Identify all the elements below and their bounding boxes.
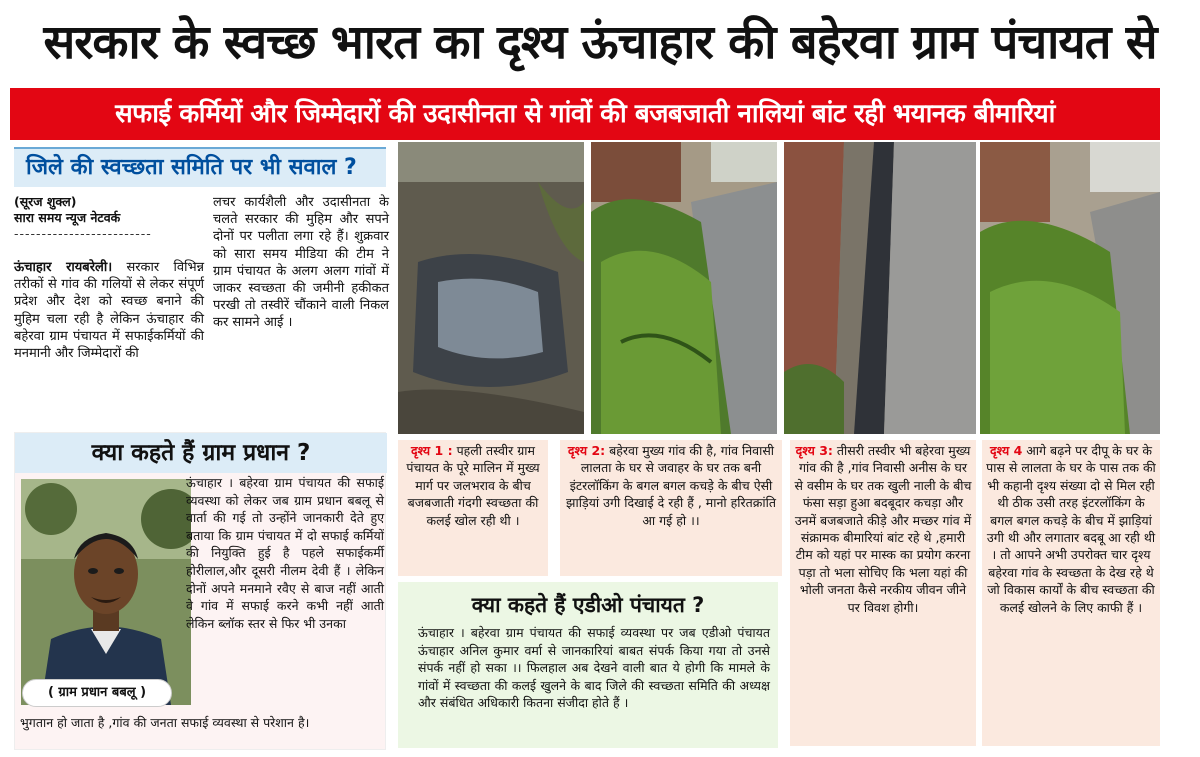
caption-scene-1	[398, 440, 548, 576]
byline-author: (सूरज शुक्ल)	[14, 194, 77, 209]
caption-label: दृश्य 3:	[795, 443, 833, 458]
story-column-1	[14, 259, 204, 362]
pradhan-text-continued: भुगतान हो जाता है ,गांव की जनता सफाई व्यवस्था से परेशान है।	[20, 715, 310, 730]
caption-scene-4	[982, 440, 1160, 746]
pradhan-text: ऊंचाहार । बहेरवा ग्राम पंचायत की सफाई व्यवस्था को लेकर जब ग्राम प्रधान बबलू से वार्ता की गई तो उन्होंने जानकारी देते हुए बताया कि ग्राम पंचायत में दो सफाई कर्मियों की नियुक्ति हुई है पहले सफाईकर्मी होरीलाल,और दूसरी नीलम देवी हैं । लेकिन दोनों अपने मनमाने रवैए से बाज नहीं आती वे गांव में सफाई करने कभी नहीं आती लेकिन ब्लॉक स्तर से फिर भी उनका	[186, 475, 384, 631]
caption-label: दृश्य 1 :	[410, 443, 453, 458]
caption-label: दृश्य 2:	[567, 443, 606, 458]
caption-text: बहेरवा मुख्य गांव की है, गांव निवासी लालता के घर से जवाहर के घर तक बनी इंटरलॉकिंग के बगल बगल कचड़े के बीच ऐसी झाड़ियां उगी दिखाई दे रही हैं , मानो हरितक्रांति आ गई हो ।।	[566, 443, 776, 528]
pradhan-heading: क्या कहते हैं ग्राम प्रधान ?	[15, 433, 387, 473]
photo-open-drain	[784, 142, 976, 434]
story-dateline: ऊंचाहार रायबरेली।	[14, 260, 113, 275]
photo-waterlogged-road	[398, 142, 584, 434]
caption-label: दृश्य 4	[990, 443, 1023, 458]
section-heading: जिले की स्वच्छता समिति पर भी सवाल ?	[14, 147, 386, 187]
ado-text: ऊंचाहार । बहेरवा ग्राम पंचायत की सफाई व्यवस्था पर जब एडीओ पंचायत ऊंचाहार अनिल कुमार वर्मा से जानकारियां बाबत संपर्क किया गया तो उनसे संपर्क नहीं हो सका ।। फिलहाल अब देखने वाली बात ये होगी कि मामले के गांवों में स्वच्छता की कलई खुलने के बाद जिले की स्वच्छता समिति की अध्यक्ष और संबंधित अधिकारी कितना संजीदा होते हैं ।	[418, 625, 770, 711]
ado-heading: क्या कहते हैं एडीओ पंचायत ?	[471, 593, 705, 617]
caption-scene-2	[560, 440, 782, 576]
pradhan-photo	[21, 479, 191, 705]
photo-overgrown-lane	[980, 142, 1160, 434]
byline	[14, 194, 204, 242]
sub-headline-banner: सफाई कर्मियों और जिम्मेदारों की उदासीनता से गांवों की बजबजाती नालियां बांट रही भयानक बीमारियां	[10, 88, 1160, 140]
story-text-1: सरकार विभिन्न तरीकों से गांव की गलियों से लेकर संपूर्ण प्रदेश और देश को स्वच्छ बनाने की मुहिम चला रही है लेकिन ऊंचाहार की बहेरवा ग्राम पंचायत में सफाईकर्मियों की मनमानी और जिम्मेदारों की	[14, 260, 204, 362]
photo-weeds-beside-path	[591, 142, 777, 434]
caption-scene-3	[790, 440, 976, 746]
pradhan-caption: ( ग्राम प्रधान बबलू )	[22, 679, 172, 707]
byline-org: सारा समय न्यूज नेटवर्क	[14, 210, 121, 225]
byline-separator: -------------------------	[14, 226, 152, 241]
caption-text: पहली तस्वीर ग्राम पंचायत के पूरे मालिन में मुख्य मार्ग पर जलभराव के बीच बजबजाती गंदगी स्वच्छता की कलई खोल रही थी ।	[406, 443, 540, 528]
main-headline: सरकार के स्वच्छ भारत का दृश्य ऊंचाहार की बहेरवा ग्राम पंचायत से	[43, 15, 1157, 70]
caption-text: तीसरी तस्वीर भी बहेरवा मुख्य गांव की है ,गांव निवासी अनीस के घर से वसीम के घर तक खुली नाली के बीच फंसा सड़ा हुआ बदबूदार कचड़ा और उनमें बजबजाते कीड़े और मच्छर गांव में संक्रामक बीमारियां बांट रहे थे ,हमारी टीम को यहां पर मास्क का प्रयोग करना पड़ा तो भला सोचिए कि भला यहां की भोली जनता कैसे नरकीय जीवन जीने पर विवश होगी।	[794, 443, 972, 615]
person-portrait	[21, 479, 191, 705]
ado-box	[398, 582, 778, 748]
caption-text: आगे बढ़ने पर दीपू के घर के पास से लालता के घर के पास तक की भी कहानी दृश्य संख्या दो से मिल रही थी ठीक उसी तरह इंटरलॉकिंग के बगल बगल कचड़े के बीच में झाड़ियां उगी थी और लगातार बदबू आ रही थी । तो आपने अभी उपरोक्त चार दृश्य बहेरवा गांव के स्वच्छता के देख रहे थे जो विकास कार्यों के बीच स्वच्छता की कलई खोलने के लिए काफी हैं ।	[986, 443, 1156, 615]
story-column-2: लचर कार्यशैली और उदासीनता के चलते सरकार की मुहिम और सपने दोनों पर पलीता लगा रहे हैं। शुक्रवार को सारा समय मीडिया की टीम ने ग्राम पंचायत के अलग अलग गांवों में जाकर स्वच्छता की जमीनी हकीकत परखी तो तस्वीरें चौंकाने वाली निकल कर सामने आई ।	[213, 195, 389, 331]
